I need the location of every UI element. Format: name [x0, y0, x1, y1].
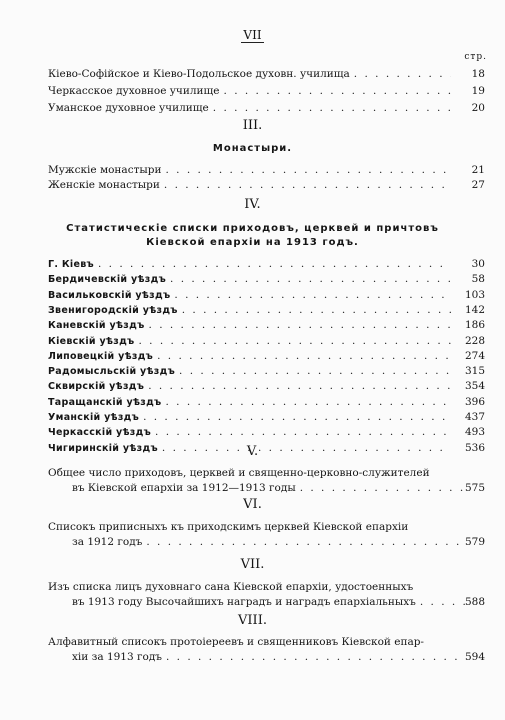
section-5-line2: въ Кіевской епархіи за 1912—1913 годы: [72, 482, 296, 494]
section-8-line1: Алфавитный списокъ протоіереевъ и священниковъ Кіевской епар-: [48, 636, 424, 648]
entry-page-number: 30: [471, 258, 485, 270]
leader-dots: [144, 379, 451, 393]
entry-page-number: 274: [464, 349, 485, 362]
entry-page-number: 18: [471, 68, 485, 80]
entry-page-number: 354: [464, 380, 485, 393]
entry-page-number: 186: [464, 319, 485, 332]
section-8-numeral: VIII.: [238, 613, 267, 628]
entry-page-number: 536: [464, 441, 485, 454]
page-column-header: стр.: [464, 52, 487, 62]
section-6-entry: [48, 520, 485, 550]
leader-dots: [209, 101, 451, 115]
leader-dots: [139, 410, 451, 424]
section-4-title-line1: Статистическіе списки приходовъ, церквей и причтовъ: [66, 223, 439, 234]
section-7-entry: [48, 580, 485, 610]
leader-dots: [350, 67, 451, 81]
section-4-title-line2: Кіевской епархіи на 1913 годъ.: [146, 237, 359, 248]
entry-label: Бердичевскій уѣздъ: [48, 274, 167, 286]
section-7-page: 588: [464, 596, 485, 608]
section-6-page: 579: [464, 536, 485, 548]
toc-row: [48, 84, 485, 98]
leader-dots: [160, 178, 451, 192]
entry-page-number: 19: [471, 85, 485, 97]
entry-label: Липовецкій уѣздъ: [48, 350, 154, 362]
entry-page-number: 493: [464, 426, 485, 439]
toc-row: [48, 364, 485, 378]
entry-label: Радомысльскій уѣздъ: [48, 366, 176, 378]
entry-label: Звенигородскій уѣздъ: [48, 304, 178, 316]
leader-dots: [151, 425, 451, 439]
entry-page-number: 396: [464, 395, 485, 408]
leader-dots: [170, 288, 451, 302]
entry-label: Кіево-Софійское и Кіево-Подольское духовн. училища: [48, 68, 350, 80]
entry-label: Сквирскій уѣздъ: [48, 381, 145, 393]
section-8-line2: хіи за 1913 годъ: [72, 651, 162, 663]
toc-row: [48, 178, 485, 192]
leader-dots: [175, 364, 451, 378]
entry-label: Мужскіе монастыри: [48, 164, 162, 176]
entry-page-number: 437: [464, 411, 485, 423]
section-7-numeral: VII.: [240, 557, 265, 572]
leader-dots: [178, 303, 451, 317]
entry-page-number: 27: [471, 179, 485, 191]
entry-page-number: 58: [471, 273, 485, 286]
leader-dots: [135, 334, 452, 348]
section-5-numeral: V.: [246, 444, 259, 459]
section-3-title: Монастыри.: [212, 143, 293, 154]
section-6-numeral: VI.: [243, 497, 262, 512]
entry-page-number: 20: [471, 102, 485, 114]
section-6-line2: за 1912 годъ: [72, 536, 143, 548]
leader-dots: [166, 272, 451, 286]
entry-label: Уманскій уѣздъ: [48, 412, 140, 423]
section-5-line1: Общее число приходовъ, церквей и священно-церковно-служителей: [48, 467, 430, 479]
section-8-page: 594: [464, 651, 485, 663]
toc-row: [48, 257, 485, 271]
leader-dots: [153, 349, 451, 363]
entry-page-number: 315: [464, 365, 485, 378]
section-4-numeral: IV.: [244, 197, 261, 212]
entry-page-number: 103: [464, 288, 485, 301]
toc-row: [48, 303, 485, 317]
entry-label: Уманское духовное училище: [48, 102, 209, 114]
entry-label: Каневскій уѣздъ: [48, 320, 145, 332]
section-3-numeral: III.: [242, 118, 263, 133]
toc-row: [48, 288, 485, 302]
toc-row: [48, 334, 485, 348]
toc-row: [48, 318, 485, 332]
toc-row: [48, 395, 485, 409]
toc-row: [48, 101, 485, 115]
section-7-line2: въ 1913 году Высочайшихъ наградъ и наградъ епархіальныхъ: [72, 596, 416, 608]
leader-dots: [220, 84, 451, 98]
section-6-line1: Списокъ приписныхъ къ приходскимъ церквей Кіевской епархіи: [48, 521, 409, 533]
section-5-page: 575: [464, 482, 485, 494]
entry-label: Таращанскій уѣздъ: [48, 396, 162, 408]
entry-label: Черкасское духовное училище: [48, 85, 220, 97]
section-8-entry: [48, 635, 485, 665]
entry-label: Васильковскій уѣздъ: [48, 289, 171, 301]
toc-row: [48, 349, 485, 363]
leader-dots: [162, 395, 452, 409]
leader-dots: [94, 257, 451, 271]
entry-page-number: 142: [464, 303, 485, 316]
section-5-entry: [48, 466, 485, 496]
entry-label: Черкасскій уѣздъ: [48, 427, 152, 439]
entry-label: Г. Кіевъ: [48, 259, 94, 270]
toc-row: [48, 67, 485, 81]
page-number: VII: [243, 28, 262, 42]
entry-page-number: 21: [471, 164, 485, 176]
leader-dots: [145, 318, 451, 332]
entry-page-number: 228: [464, 334, 485, 347]
toc-row: [48, 163, 485, 177]
entry-label: Кіевскій уѣздъ: [48, 335, 135, 347]
entry-label: Чигиринскій уѣздъ: [48, 442, 158, 454]
toc-row: [48, 379, 485, 393]
entry-label: Женскіе монастыри: [48, 179, 160, 191]
toc-row: [48, 410, 485, 424]
section-7-line1: Изъ списка лицъ духовнаго сана Кіевской епархіи, удостоенныхъ: [48, 581, 414, 593]
toc-row: [48, 425, 485, 439]
leader-dots: [161, 163, 451, 177]
toc-row: [48, 272, 485, 286]
